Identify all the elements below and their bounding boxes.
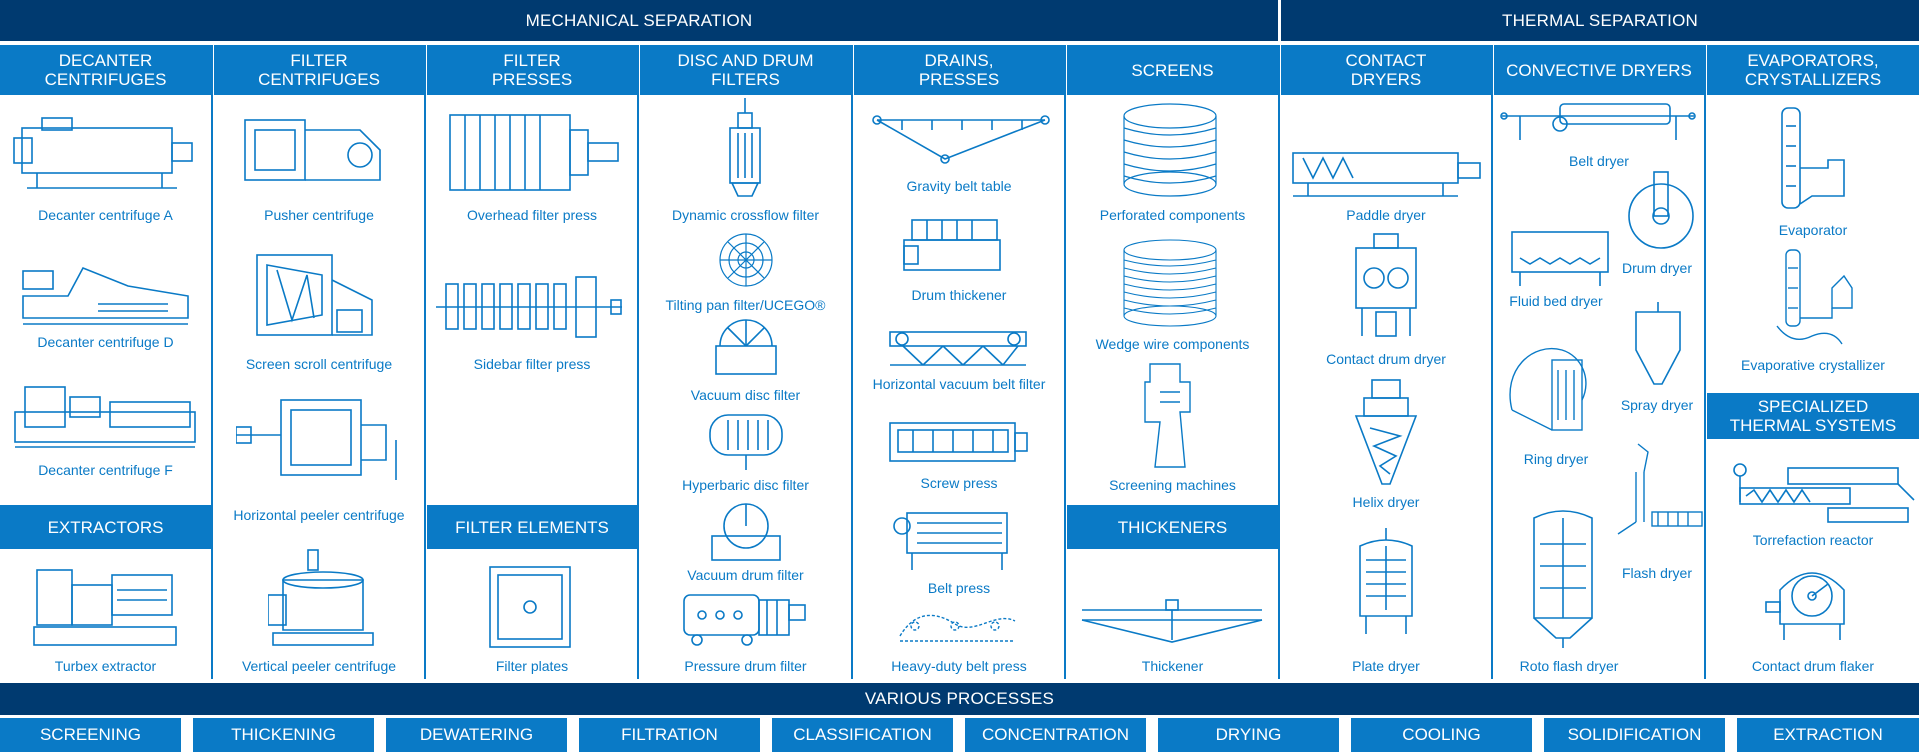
subheader-specialized-thermal-systems: SPECIALIZED THERMAL SYSTEMS [1707,393,1919,439]
process-solidification: SOLIDIFICATION [1544,718,1725,752]
belt-press-illustration [892,508,1012,572]
item-label-screw-press: Screw press [920,475,998,491]
screening-machines-illustration [1140,362,1200,470]
turbex-extractor-illustration [32,565,180,650]
item-label-spray-dryer: Spray dryer [1620,397,1694,413]
horizontal-vacuum-belt-filter-illustration [888,330,1028,370]
item-label-dynamic-crossflow-filter: Dynamic crossflow filter [671,207,820,223]
pressure-drum-filter-illustration [682,590,808,648]
belt-dryer-illustration [1500,100,1696,144]
tilting-pan-filter-illustration [718,232,774,288]
item-label-vacuum-disc-filter: Vacuum disc filter [690,387,801,403]
item-label-belt-dryer: Belt dryer [1569,153,1629,169]
spray-dryer-illustration [1630,300,1686,386]
item-label-torrefaction-reactor: Torrefaction reactor [1752,532,1874,548]
column-divider [1064,45,1066,679]
torrefaction-reactor-illustration [1728,462,1916,528]
process-screening: SCREENING [0,718,181,752]
drum-thickener-illustration [902,218,1002,274]
filter-plates-illustration [488,565,572,649]
subheader-filter-elements: FILTER ELEMENTS [427,505,637,549]
item-label-plate-dryer: Plate dryer [1352,658,1420,674]
item-label-pressure-drum-filter: Pressure drum filter [684,658,807,674]
vacuum-disc-filter-illustration [714,318,778,376]
horizontal-peeler-centrifuge-illustration [236,395,406,483]
column-divider [851,45,853,679]
heavy-duty-belt-press-illustration [895,606,1019,646]
process-thickening: THICKENING [193,718,374,752]
thickener-illustration [1080,598,1264,644]
item-label-contact-drum-flaker: Contact drum flaker [1751,658,1875,674]
perforated-components-illustration [1120,102,1220,198]
mechanical-separation-band: MECHANICAL SEPARATION [0,0,1278,41]
item-label-evaporative-crystallizer: Evaporative crystallizer [1741,357,1885,373]
item-label-contact-drum-dryer: Contact drum dryer [1326,351,1446,367]
column-header-screens: SCREENS [1067,45,1278,95]
gravity-belt-table-illustration [872,112,1050,166]
item-label-evaporator: Evaporator [1778,222,1848,238]
item-label-pusher-centrifuge: Pusher centrifuge [264,207,374,223]
decanter-centrifuge-f-illustration [10,382,200,452]
item-label-vertical-peeler-centrifuge: Vertical peeler centrifuge [241,658,397,674]
vacuum-drum-filter-illustration [710,500,782,562]
item-label-roto-flash-dryer: Roto flash dryer [1519,658,1619,674]
item-label-hyperbaric-disc-filter: Hyperbaric disc filter [682,477,809,493]
screw-press-illustration [888,418,1028,466]
item-label-paddle-dryer: Paddle dryer [1346,207,1426,223]
various-processes-band: VARIOUS PROCESSES [0,683,1919,715]
item-label-heavy-duty-belt-press: Heavy-duty belt press [891,658,1027,674]
item-label-overhead-filter-press: Overhead filter press [467,207,597,223]
item-label-decanter-centrifuge-f: Decanter centrifuge F [38,462,173,478]
process-concentration: CONCENTRATION [965,718,1146,752]
column-header-drains-presses: DRAINS, PRESSES [854,45,1064,95]
item-label-ring-dryer: Ring dryer [1523,451,1589,467]
item-label-turbex-extractor: Turbex extractor [54,658,157,674]
item-label-decanter-centrifuge-d: Decanter centrifuge D [37,334,174,350]
contact-drum-dryer-illustration [1350,232,1422,338]
subheader-extractors: EXTRACTORS [0,505,211,549]
decanter-centrifuge-a-illustration [12,108,197,193]
item-label-vacuum-drum-filter: Vacuum drum filter [687,567,804,583]
process-extraction: EXTRACTION [1737,718,1919,752]
item-label-drum-dryer: Drum dryer [1621,260,1692,276]
column-header-filter-presses: FILTER PRESSES [427,45,637,95]
decanter-centrifuge-d-illustration [18,256,193,328]
overhead-filter-press-illustration [445,110,620,195]
screen-scroll-centrifuge-illustration [252,250,382,340]
fluid-bed-dryer-illustration [1510,230,1610,288]
item-label-decanter-centrifuge-a: Decanter centrifuge A [38,207,173,223]
item-label-filter-plates: Filter plates [495,658,569,674]
sidebar-filter-press-illustration [436,272,622,342]
thermal-separation-band: THERMAL SEPARATION [1281,0,1919,41]
process-cooling: COOLING [1351,718,1532,752]
roto-flash-dryer-illustration [1520,508,1606,650]
item-label-wedge-wire-components: Wedge wire components [1095,336,1250,352]
evaporative-crystallizer-illustration [1772,248,1866,350]
column-header-contact-dryers: CONTACT DRYERS [1281,45,1491,95]
item-label-tilting-pan-filter: Tilting pan filter/UCEGO® [665,297,826,313]
item-label-thickener: Thickener [1141,658,1204,674]
column-header-filter-centrifuges: FILTER CENTRIFUGES [214,45,424,95]
evaporator-illustration [1772,106,1856,214]
vertical-peeler-centrifuge-illustration [268,545,378,650]
process-classification: CLASSIFICATION [772,718,953,752]
ring-dryer-illustration [1502,340,1598,448]
column-divider [211,45,213,679]
process-filtration: FILTRATION [579,718,760,752]
column-divider [424,45,426,679]
column-header-evaporators-crystallizers: EVAPORATORS, CRYSTALLIZERS [1707,45,1919,95]
column-header-convective-dryers: CONVECTIVE DRYERS [1494,45,1704,95]
item-label-perforated-components: Perforated components [1099,207,1246,223]
item-label-sidebar-filter-press: Sidebar filter press [473,356,591,372]
item-label-flash-dryer: Flash dryer [1621,565,1693,581]
item-label-horizontal-vacuum-belt-filter: Horizontal vacuum belt filter [872,376,1046,392]
item-label-helix-dryer: Helix dryer [1352,494,1420,510]
flash-dryer-illustration [1608,442,1706,538]
column-divider [1491,45,1493,679]
column-divider [1278,45,1280,679]
item-label-gravity-belt-table: Gravity belt table [906,178,1012,194]
plate-dryer-illustration [1352,526,1420,638]
item-label-horizontal-peeler-centrifuge: Horizontal peeler centrifuge [233,507,405,523]
column-header-disc-drum-filters: DISC AND DRUM FILTERS [640,45,851,95]
item-label-belt-press: Belt press [927,580,991,596]
item-label-drum-thickener: Drum thickener [911,287,1007,303]
helix-dryer-illustration [1350,378,1422,488]
column-divider [1704,45,1706,679]
subheader-thickeners: THICKENERS [1067,505,1278,549]
item-label-screening-machines: Screening machines [1109,477,1236,493]
dynamic-crossflow-filter-illustration [720,98,770,198]
pusher-centrifuge-illustration [240,110,390,190]
hyperbaric-disc-filter-illustration [700,410,792,472]
column-divider [637,45,639,679]
process-drying: DRYING [1158,718,1339,752]
item-label-screen-scroll-centrifuge: Screen scroll centrifuge [245,356,393,372]
wedge-wire-components-illustration [1120,238,1220,328]
item-label-fluid-bed-dryer: Fluid bed dryer [1509,293,1603,309]
contact-drum-flaker-illustration [1764,560,1860,644]
drum-dryer-illustration [1622,170,1700,252]
process-dewatering: DEWATERING [386,718,567,752]
column-header-decanter-centrifuges: DECANTER CENTRIFUGES [0,45,211,95]
paddle-dryer-illustration [1288,148,1484,200]
